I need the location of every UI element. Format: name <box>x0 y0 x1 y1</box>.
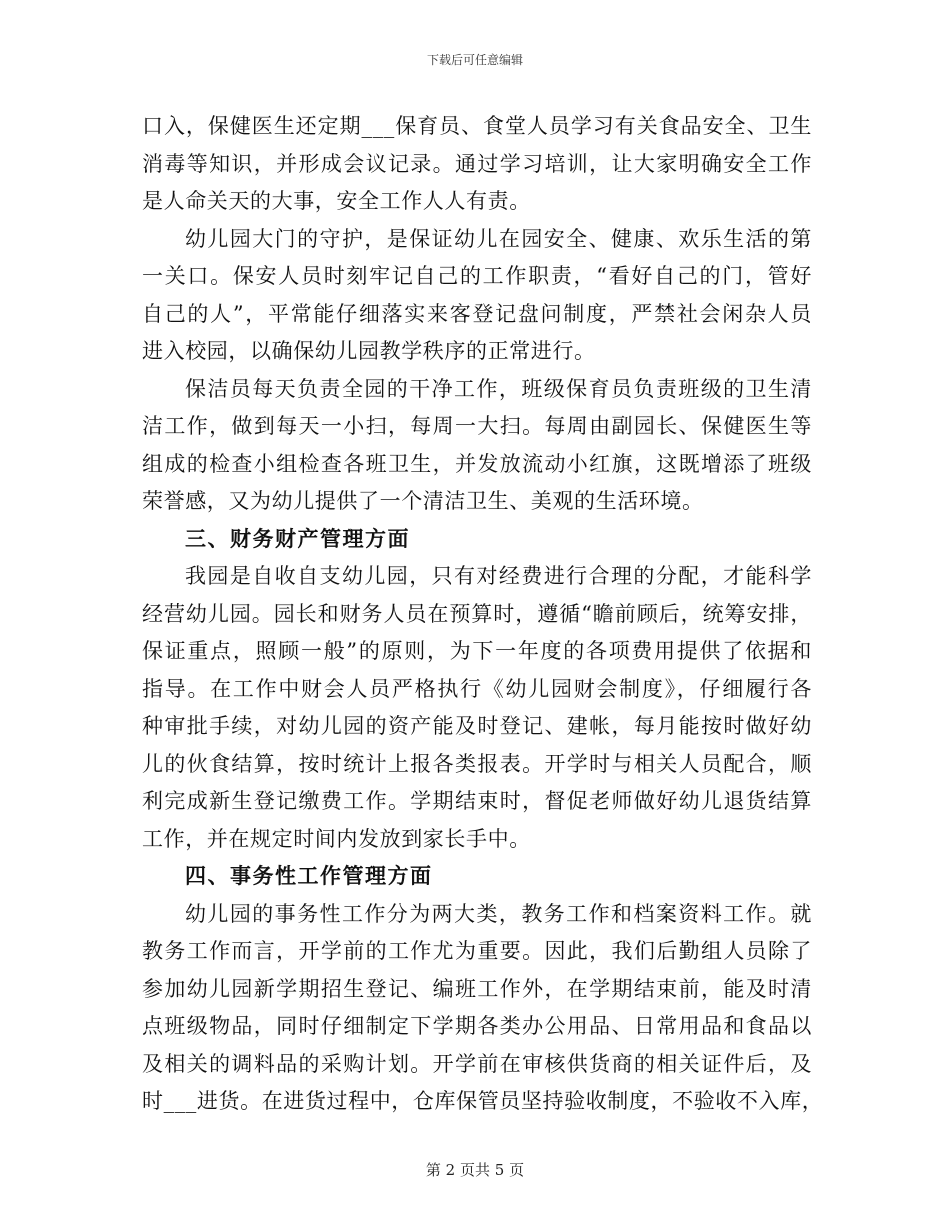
text-line: 及相关的调料品的采购计划。开学前在审核供货商的相关证件后，及 <box>142 1051 812 1076</box>
text-line: 利完成新生登记缴费工作。学期结束时，督促老师做好幼儿退货结算 <box>142 789 812 813</box>
paragraph-start-line: 幼儿园大门的守护，是保证幼儿在园安全、健康、欢乐生活的第 <box>185 226 812 251</box>
paragraph-start-line: 我园是自收自支幼儿园，只有对经费进行合理的分配，才能科学 <box>185 564 812 588</box>
text-line: 时___进货。在进货过程中，仓库保管员坚持验收制度，不验收不入库， <box>142 1089 824 1113</box>
text-line: 经营幼儿园。园长和财务人员在预算时，遵循“瞻前顾后，统筹安排， <box>142 601 812 626</box>
text-line: 儿的伙食结算，按时统计上报各类报表。开学时与相关人员配合，顺 <box>142 751 812 776</box>
text-line: 荣誉感，又为幼儿提供了一个清洁卫生、美观的生活环境。 <box>142 489 704 513</box>
text-line: 参加幼儿园新学期招生登记、编班工作外，在学期结束前，能及时清 <box>142 976 812 1001</box>
section-heading: 四、事务性工作管理方面 <box>185 864 433 888</box>
text-line: 点班级物品，同时仔细制定下学期各类办公用品、日常用品和食品以 <box>142 1014 812 1038</box>
document-body <box>142 108 824 1121</box>
text-line: 保证重点，照顾一般”的原则，为下一年度的各项费用提供了依据和 <box>142 639 812 663</box>
paragraph-start-line: 保洁员每天负责全园的干净工作，班级保育员负责班级的卫生清 <box>185 376 812 401</box>
paragraph-start-line: 幼儿园的事务性工作分为两大类，教务工作和档案资料工作。就 <box>185 901 812 926</box>
text-line: 口入，保健医生还定期___保育员、食堂人员学习有关食品安全、卫生 <box>142 114 812 138</box>
text-line: 洁工作，做到每天一小扫，每周一大扫。每周由副园长、保健医生等 <box>142 414 812 438</box>
text-line: 自己的人”，平常能仔细落实来客登记盘问制度，严禁社会闲杂人员 <box>142 301 812 326</box>
text-line: 消毒等知识，并形成会议记录。通过学习培训，让大家明确安全工作 <box>142 151 812 176</box>
text-line: 工作，并在规定时间内发放到家长手中。 <box>142 826 531 851</box>
text-line: 组成的检查小组检查各班卫生，并发放流动小红旗，这既增添了班级 <box>142 451 812 476</box>
text-line: 种审批手续，对幼儿园的资产能及时登记、建帐，每月能按时做好幼 <box>142 714 812 738</box>
text-line: 一关口。保安人员时刻牢记自己的工作职责，“看好自己的门，管好 <box>142 264 812 288</box>
page-footer: 第 2 页共 5 页 <box>425 1161 525 1179</box>
section-heading: 三、财务财产管理方面 <box>185 526 410 551</box>
text-line: 是人命关天的大事，安全工作人人有责。 <box>142 189 531 213</box>
page-header: 下载后可任意编辑 <box>426 53 523 67</box>
text-line: 教务工作而言，开学前的工作尤为重要。因此，我们后勤组人员除了 <box>142 939 812 963</box>
text-line: 指导。在工作中财会人员严格执行《幼儿园财会制度》，仔细履行各 <box>142 676 812 701</box>
text-line: 进入校园，以确保幼儿园教学秩序的正常进行。 <box>142 339 596 363</box>
